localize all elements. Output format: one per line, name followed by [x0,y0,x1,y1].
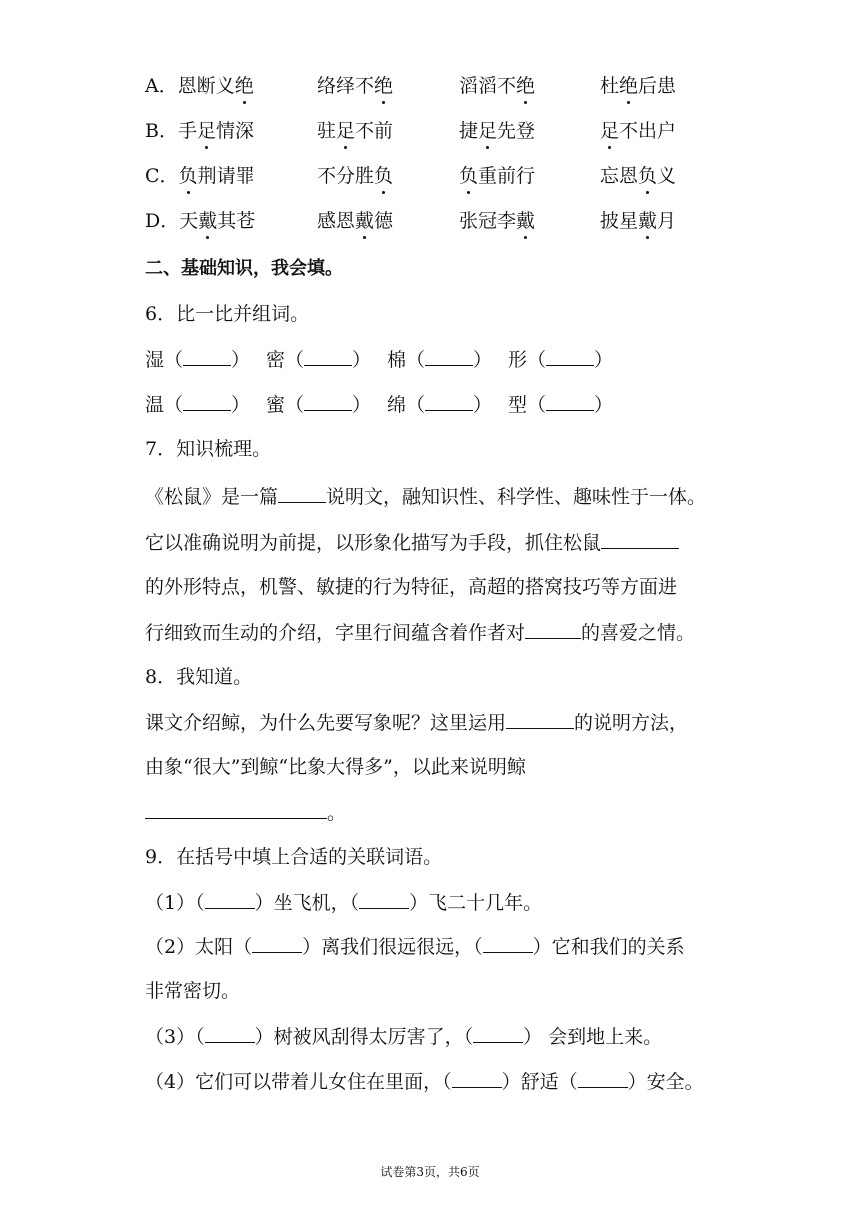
answer-blank[interactable] [183,347,231,366]
q9-sentence-4 [145,1069,704,1094]
option-word: 忘恩负义 [600,165,677,187]
word-pair: 形（ ） [508,349,614,371]
answer-blank[interactable] [546,347,594,366]
compare-char: 型 [508,394,528,416]
option-word: 滔滔不绝 [459,75,536,97]
emphasis-char: 负 [459,165,479,187]
q9-text: ）树被风刮得太厉害了，（ [254,1026,474,1048]
q9-text: ）飞二十几年。 [409,892,543,914]
answer-blank[interactable] [546,392,594,411]
answer-blank[interactable] [525,620,581,639]
q8-line-1 [145,710,688,735]
emphasis-char: 负 [374,165,394,187]
answer-blank[interactable] [205,1024,255,1043]
option-word: 杜绝后患 [600,75,677,97]
word-pair: 蜜（ ） [266,394,372,416]
q7-text: 它以准确说明为前提，以形象化描写为手段，抓住松鼠 [145,532,602,554]
word-pair: 棉（ ） [387,349,493,371]
answer-blank[interactable] [506,710,574,729]
q7-line-1 [145,484,706,509]
option-word: C．负荆请罪 [145,165,255,187]
option-word: 足不出户 [600,120,677,142]
q6-title: 6．比一比并组词。 [145,303,310,325]
word-pair: 型（ ） [508,394,614,416]
q9-text: （4）它们可以带着儿女住在里面，（ [145,1071,452,1093]
option-word: 驻足不前 [317,120,394,142]
option-label[interactable]: B． [145,120,178,142]
q9-text: ）它和我们的关系 [532,936,685,958]
option-word: 不分胜负 [317,165,394,187]
answer-blank[interactable] [483,934,533,953]
q7-text: 的喜爱之情。 [581,622,696,644]
q8-line-3 [145,800,346,825]
option-word: 络绎不绝 [317,75,394,97]
word-pair: 密（ ） [266,349,372,371]
answer-blank[interactable] [425,392,473,411]
compare-char: 绵 [387,394,407,416]
answer-blank[interactable] [304,347,352,366]
compare-char: 形 [508,349,528,371]
q7-title: 7．知识梳理。 [145,438,272,460]
q9-text: ）安全。 [627,1071,704,1093]
q7-text: 行细致而生动的介绍，字里行间蕴含着作者对 [145,622,526,644]
word-pair: 温（ ） [145,394,251,416]
q7-line-4 [145,620,695,645]
option-word: A．恩断义绝 [145,75,254,97]
option-word: D．天戴其苍 [145,210,256,232]
compare-char: 温 [145,394,165,416]
q9-sentence-3 [145,1024,662,1049]
emphasis-char: 戴 [516,210,536,232]
section-heading: 二、基础知识，我会填。 [145,258,343,279]
option-label[interactable]: D． [145,210,180,232]
q9-text: ）坐飞机，（ [254,892,360,914]
compare-char: 密 [266,349,286,371]
emphasis-char: 戴 [198,210,218,232]
option-word: 负重前行 [459,165,536,187]
answer-blank[interactable] [304,392,352,411]
option-word: B．手足情深 [145,120,255,142]
emphasis-char: 戴 [638,210,658,232]
q9-sentence-2 [145,934,685,959]
answer-blank[interactable] [473,1024,523,1043]
q8-text: 的说明方法， [574,712,689,734]
q8-title: 8．我知道。 [145,666,253,688]
emphasis-char: 足 [600,120,620,142]
option-label[interactable]: A． [145,75,178,97]
emphasis-char: 足 [196,120,216,142]
option-word: 感恩戴德 [317,210,394,232]
compare-char: 湿 [145,349,165,371]
compare-char: 蜜 [266,394,286,416]
q9-text: ）舒适（ [501,1071,578,1093]
q9-text: ）离我们很远很远，（ [302,936,483,958]
q9-text: ） 会到地上来。 [523,1026,663,1048]
emphasis-char: 绝 [516,75,536,97]
emphasis-char: 绝 [374,75,394,97]
emphasis-char: 绝 [234,75,254,97]
q8-text: 。 [327,802,347,824]
compare-char: 棉 [387,349,407,371]
answer-blank[interactable] [601,530,679,549]
answer-blank[interactable] [183,392,231,411]
answer-blank[interactable] [425,347,473,366]
emphasis-char: 戴 [355,210,375,232]
answer-blank[interactable] [145,800,327,819]
q9-text: （3）（ [145,1026,205,1048]
q9-sentence-2-cont: 非常密切。 [145,980,241,1002]
answer-blank[interactable] [278,484,326,503]
q9-sentence-1 [145,890,542,915]
option-word: 捷足先登 [459,120,536,142]
q9-text: （2）太阳（ [145,936,253,958]
q8-line-2: 由象“很大”到鲸“比象大得多”，以此来说明鲸 [145,756,526,778]
word-pair: 湿（ ） [145,349,251,371]
q7-text: 《松鼠》是一篇 [145,486,279,508]
q7-line-3: 的外形特点，机警、敏捷的行为特征，高超的搭窝技巧等方面进 [145,576,678,598]
option-word: 披星戴月 [600,210,677,232]
emphasis-char: 足 [336,120,356,142]
emphasis-char: 负 [178,165,198,187]
answer-blank[interactable] [578,1069,628,1088]
q9-title: 9．在括号中填上合适的关联词语。 [145,846,443,868]
emphasis-char: 负 [638,165,658,187]
emphasis-char: 足 [478,120,498,142]
q7-line-2 [145,530,679,555]
answer-blank[interactable] [205,890,255,909]
q7-text: 说明文，融知识性、科学性、趣味性于一体。 [326,486,707,508]
page-footer: 试卷第3页，共6页 [380,1165,480,1179]
q9-text: （1）（ [145,892,205,914]
q8-text: 课文介绍鲸，为什么先要写象呢？这里运用 [145,712,507,734]
emphasis-char: 绝 [619,75,639,97]
option-label[interactable]: C． [145,165,179,187]
word-pair: 绵（ ） [387,394,493,416]
answer-blank[interactable] [452,1069,502,1088]
option-word: 张冠李戴 [459,210,536,232]
answer-blank[interactable] [252,934,302,953]
answer-blank[interactable] [359,890,409,909]
